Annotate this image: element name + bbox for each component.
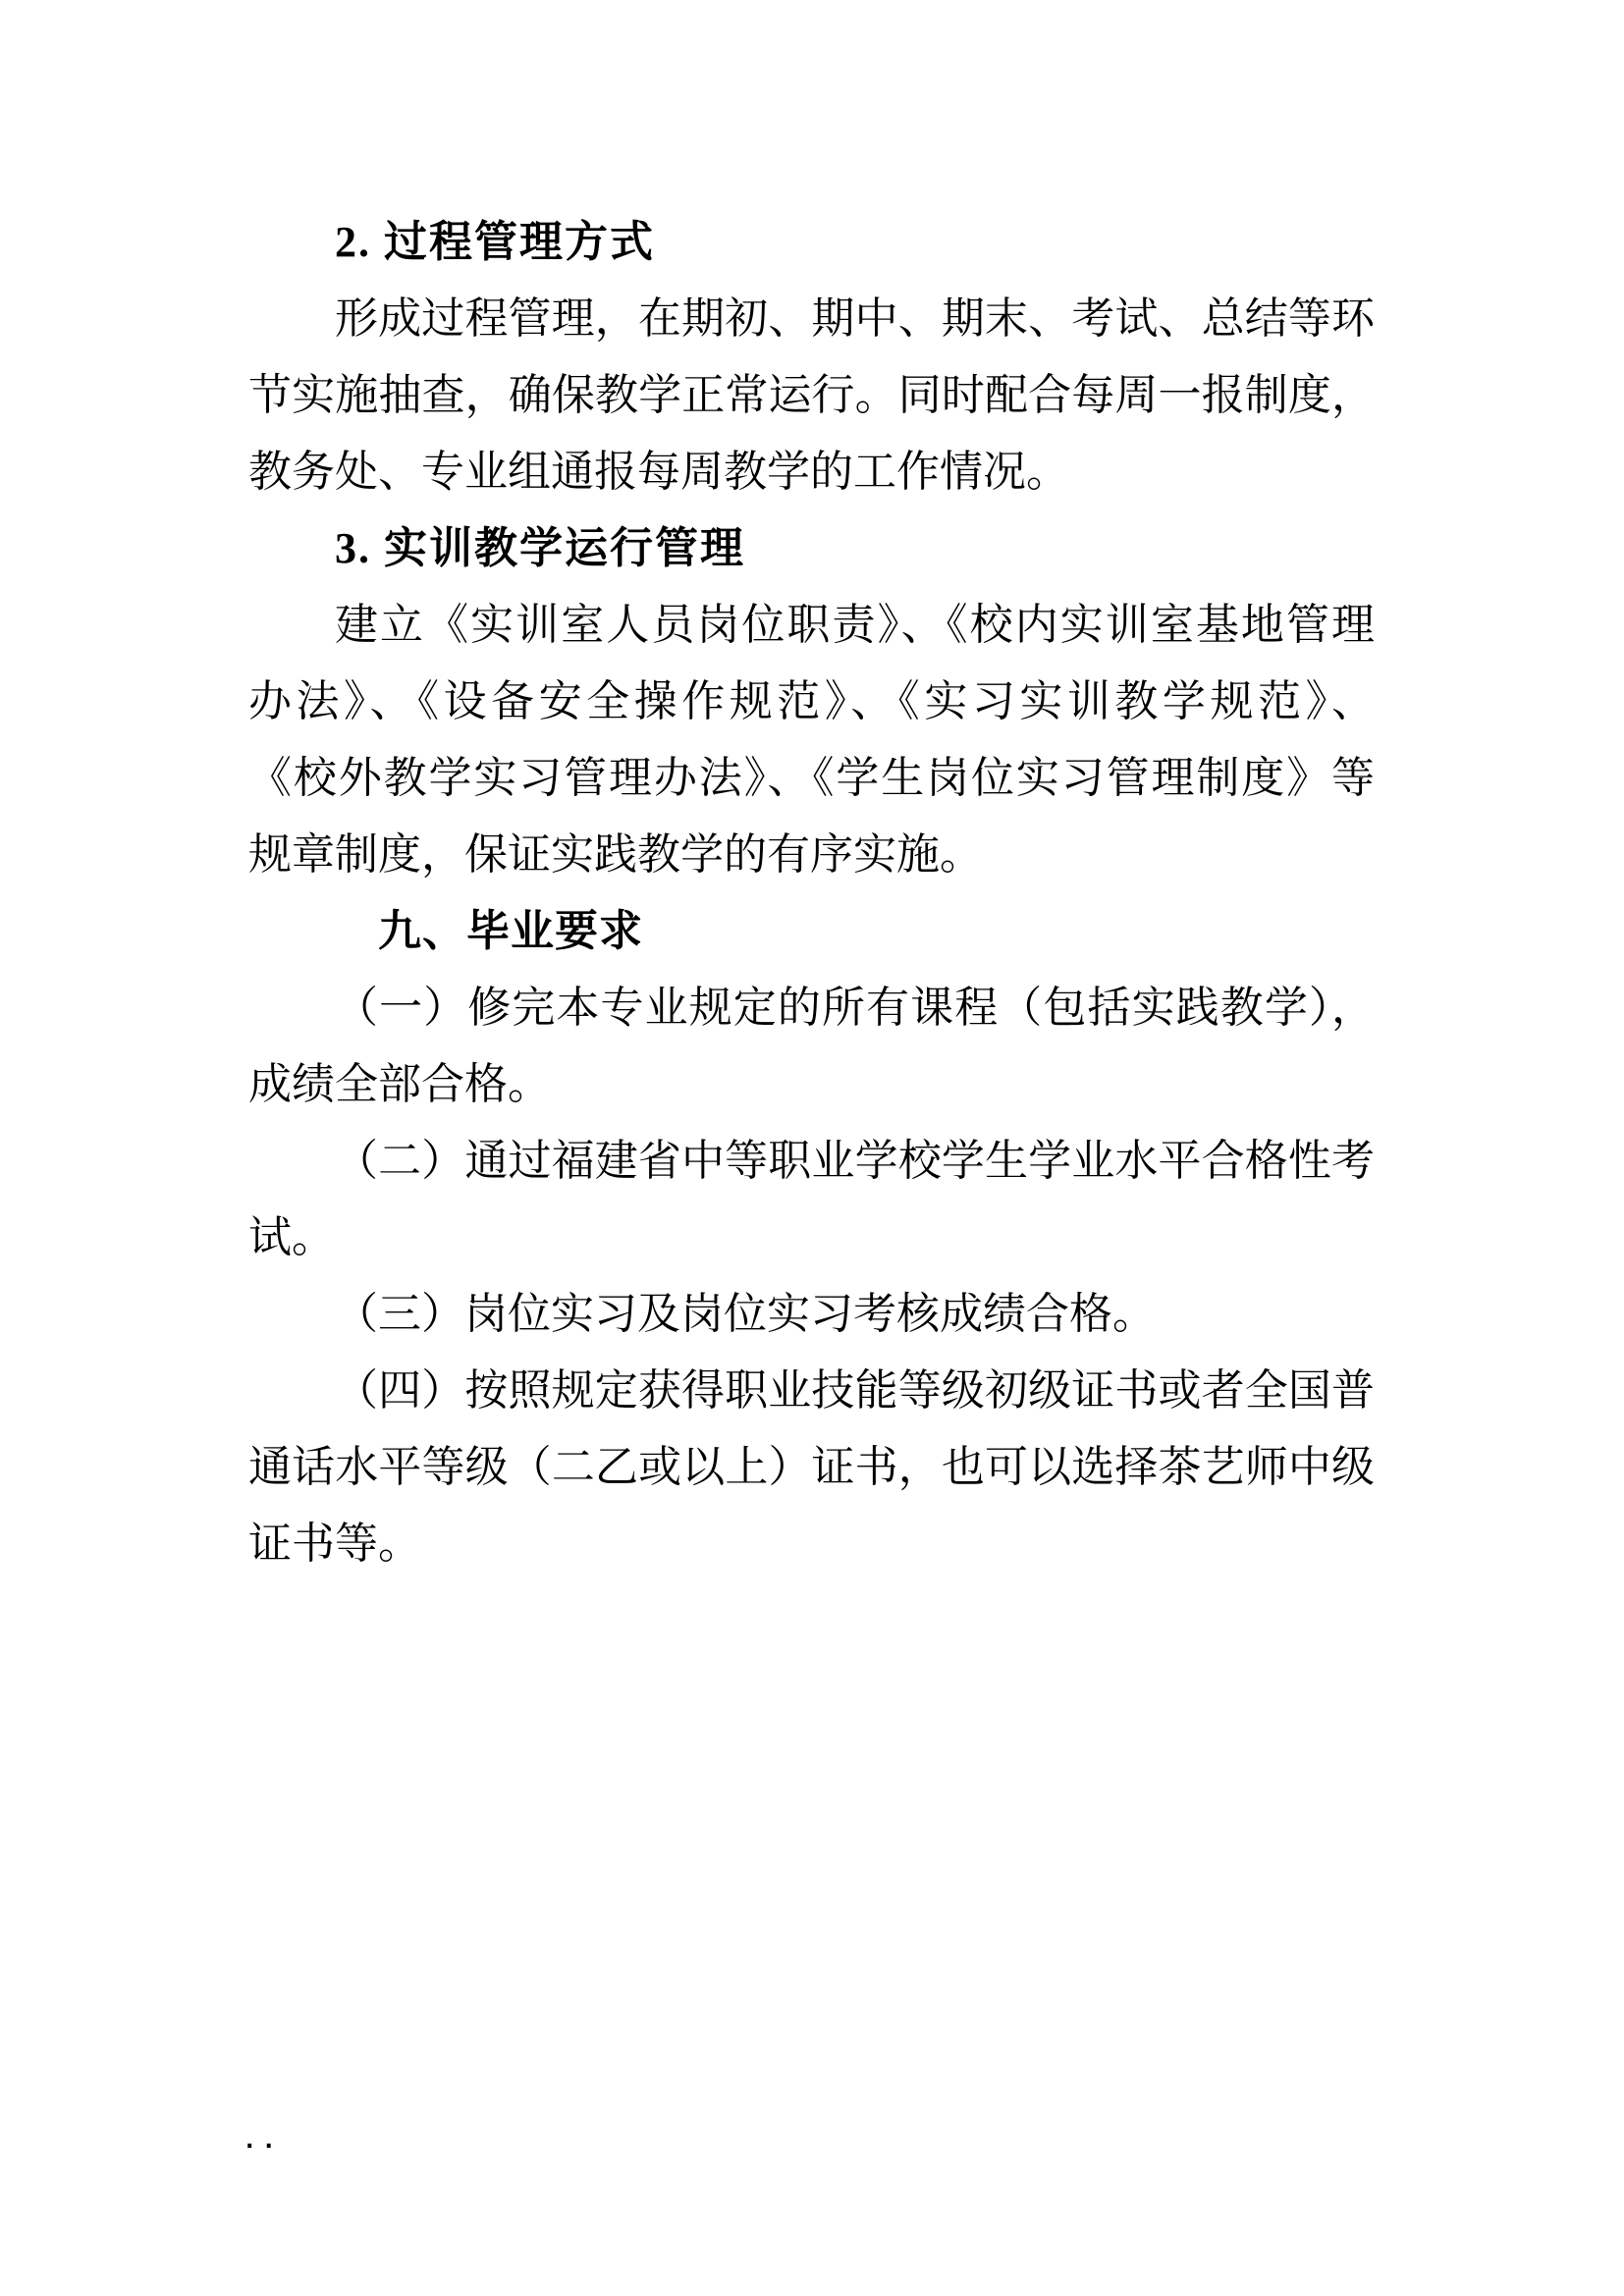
text-block	[248, 204, 1375, 1582]
req-1-line-2: 成绩全部合格。	[248, 1060, 551, 1108]
para-training-line-3: 《校外教学实习管理办法》、《学生岗位实习管理制度》等	[248, 754, 1375, 802]
stray-dots-mark: ..	[243, 2126, 281, 2154]
req-4-line-3: 证书等。	[248, 1520, 421, 1568]
heading-process-management: 2. 过程管理方式	[335, 218, 655, 266]
req-1-line-1: （一）修完本专业规定的所有课程（包括实践教学），	[335, 984, 1375, 1032]
para-process-line-2: 节实施抽查，确保教学正常运行。同时配合每周一报制度，	[248, 371, 1375, 419]
para-training-line-2: 办法》、《设备安全操作规范》、《实习实训教学规范》、	[248, 677, 1375, 725]
req-2-line-2: 试。	[248, 1213, 335, 1261]
req-2-line-1: （二）通过福建省中等职业学校学生学业水平合格性考	[335, 1137, 1375, 1185]
req-4-line-1: （四）按照规定获得职业技能等级初级证书或者全国普	[335, 1366, 1375, 1415]
para-process-line-3: 教务处、专业组通报每周教学的工作情况。	[248, 448, 1069, 496]
req-3-line-1: （三）岗位实习及岗位实习考核成绩合格。	[335, 1290, 1156, 1338]
heading-practical-training: 3. 实训教学运行管理	[335, 524, 745, 572]
heading-graduation-requirements: 九、毕业要求	[378, 907, 643, 955]
para-training-line-1: 建立《实训室人员岗位职责》、《校内实训室基地管理	[335, 601, 1375, 649]
para-process-line-1: 形成过程管理，在期初、期中、期末、考试、总结等环	[335, 294, 1375, 343]
req-4-line-2: 通话水平等级（二乙或以上）证书，也可以选择茶艺师中级	[248, 1443, 1375, 1491]
para-training-line-4: 规章制度，保证实践教学的有序实施。	[248, 830, 983, 879]
